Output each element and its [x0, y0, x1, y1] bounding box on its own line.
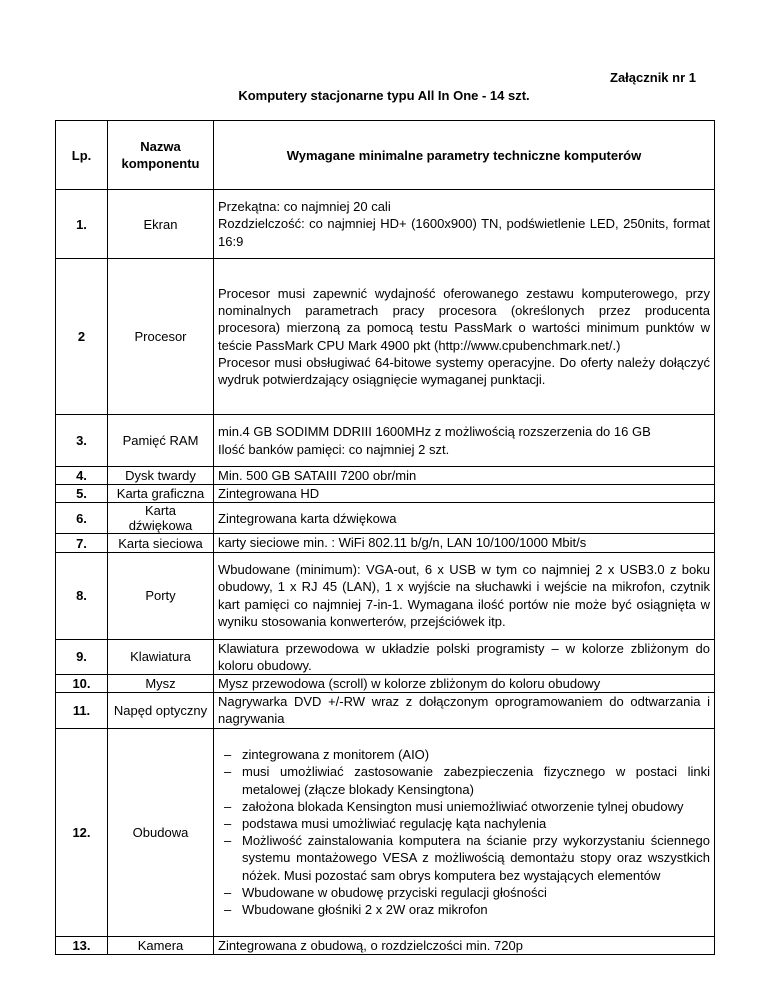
bullet-item: – Wbudowane głośniki 2 x 2W oraz mikrofon — [218, 901, 710, 918]
parameters-cell: karty sieciowe min. : WiFi 802.11 b/g/n, LAN 10/100/1000 Mbit/s — [214, 534, 715, 552]
component-name: Ekran — [108, 190, 214, 259]
bullet-item: – Wbudowane w obudowę przyciski regulacji głośności — [218, 884, 710, 901]
bullet-item: – zintegrowana z monitorem (AIO) — [218, 746, 710, 763]
bullet-item: – musi umożliwiać zastosowanie zabezpieczenia fizycznego w postaci linki metalowej (złącze blokady Kensingtona) — [218, 763, 710, 797]
component-name: Karta graficzna — [108, 485, 214, 503]
annex-label: Załącznik nr 1 — [610, 70, 696, 85]
row-number: 8. — [56, 552, 108, 639]
table-row — [56, 639, 715, 674]
table-row — [56, 485, 715, 503]
parameter-line: Przekątna: co najmniej 20 cali — [218, 199, 391, 215]
component-name: Obudowa — [108, 728, 214, 936]
row-number: 6. — [56, 503, 108, 534]
component-name: Karta sieciowa — [108, 534, 214, 552]
parameters-cell: Mysz przewodowa (scroll) w kolorze zbliżonym do koloru obudowy — [214, 675, 715, 693]
table-row — [56, 503, 715, 534]
row-number: 13. — [56, 936, 108, 954]
parameters-cell — [214, 190, 715, 259]
component-name: Napęd optyczny — [108, 693, 214, 728]
bullet-item: – założona blokada Kensington musi uniemożliwiać otworzenie tylnej obudowy — [218, 798, 710, 815]
parameter-line: Rozdzielczość: co najmniej HD+ (1600x900) TN, podświetlenie LED, 250nits, format 16:9 — [218, 216, 710, 249]
table-row — [56, 415, 715, 467]
table-row — [56, 190, 715, 259]
row-number: 9. — [56, 639, 108, 674]
table-row — [56, 259, 715, 415]
parameters-cell: Wbudowane (minimum): VGA-out, 6 x USB w tym co najmniej 2 x USB3.0 z boku obudowy, 1 x RJ 45 (LAN), 1 x wyjście na słuchawki i wejście na mikrofon, czytnik kart pamięci co najmniej 7-in-1. Wymagana ilość portów nie może być osiągnięta w wyniku stosowania konwerterów, przejściówek itp. — [214, 552, 715, 639]
parameters-cell: Klawiatura przewodowa w układzie polski programisty – w kolorze zbliżonym do koloru obudowy. — [214, 639, 715, 674]
bullet-item: – Możliwość zainstalowania komputera na ścianie przy wykorzystaniu ściennego systemu montażowego VESA z możliwością demontażu stopy oraz wszystkich nóżek. Musi pozostać sam obrys komputera bez wystających elementów — [218, 832, 710, 884]
component-name: Klawiatura — [108, 639, 214, 674]
specification-table — [55, 120, 715, 955]
component-name: Dysk twardy — [108, 467, 214, 485]
row-number: 12. — [56, 728, 108, 936]
table-row — [56, 534, 715, 552]
row-number: 2 — [56, 259, 108, 415]
header-row — [56, 121, 715, 190]
row-number: 11. — [56, 693, 108, 728]
table-row — [56, 675, 715, 693]
component-name: Kamera — [108, 936, 214, 954]
row-number: 1. — [56, 190, 108, 259]
table-row — [56, 936, 715, 954]
parameter-line: Ilość banków pamięci: co najmniej 2 szt. — [218, 441, 450, 457]
parameters-cell: Nagrywarka DVD +/-RW wraz z dołączonym oprogramowaniem do odtwarzania i nagrywania — [214, 693, 715, 728]
bullet-list — [218, 746, 710, 918]
parameter-line: Procesor musi obsługiwać 64-bitowe systemy operacyjne. Do oferty należy dołączyć wydruk potwierdzający osiągnięcie wymaganej punktacji. — [218, 354, 710, 387]
component-name: Karta dźwiękowa — [108, 503, 214, 534]
table-row — [56, 728, 715, 936]
component-name: Procesor — [108, 259, 214, 415]
parameters-cell: Zintegrowana HD — [214, 485, 715, 503]
parameters-cell — [214, 728, 715, 936]
header-lp: Lp. — [56, 121, 108, 190]
table-row — [56, 467, 715, 485]
parameters-cell — [214, 259, 715, 415]
row-number: 3. — [56, 415, 108, 467]
bullet-item: – podstawa musi umożliwiać regulację kąta nachylenia — [218, 815, 710, 832]
row-number: 7. — [56, 534, 108, 552]
parameters-cell: Min. 500 GB SATAIII 7200 obr/min — [214, 467, 715, 485]
header-params: Wymagane minimalne parametry techniczne komputerów — [214, 121, 715, 190]
parameter-line: Procesor musi zapewnić wydajność oferowanego zestawu komputerowego, przy nominalnych parametrach pracy procesora (określonych przez producenta procesora) mierzoną za pomocą testu PassMark o wartości minimum punktów w teście PassMark CPU Mark 4900 pkt (http://www.cpubenchmark.net/.) — [218, 285, 710, 353]
header-name: Nazwa komponentu — [108, 121, 214, 190]
parameters-cell — [214, 415, 715, 467]
document-title: Komputery stacjonarne typu All In One - 14 szt. — [238, 88, 530, 103]
component-name: Mysz — [108, 675, 214, 693]
table-row — [56, 552, 715, 639]
parameters-cell: Zintegrowana karta dźwiękowa — [214, 503, 715, 534]
parameter-line: min.4 GB SODIMM DDRIII 1600MHz z możliwością rozszerzenia do 16 GB — [218, 424, 651, 440]
component-name: Pamięć RAM — [108, 415, 214, 467]
component-name: Porty — [108, 552, 214, 639]
table-row — [56, 693, 715, 728]
row-number: 5. — [56, 485, 108, 503]
parameters-cell: Zintegrowana z obudową, o rozdzielczości min. 720p — [214, 936, 715, 954]
row-number: 10. — [56, 675, 108, 693]
row-number: 4. — [56, 467, 108, 485]
